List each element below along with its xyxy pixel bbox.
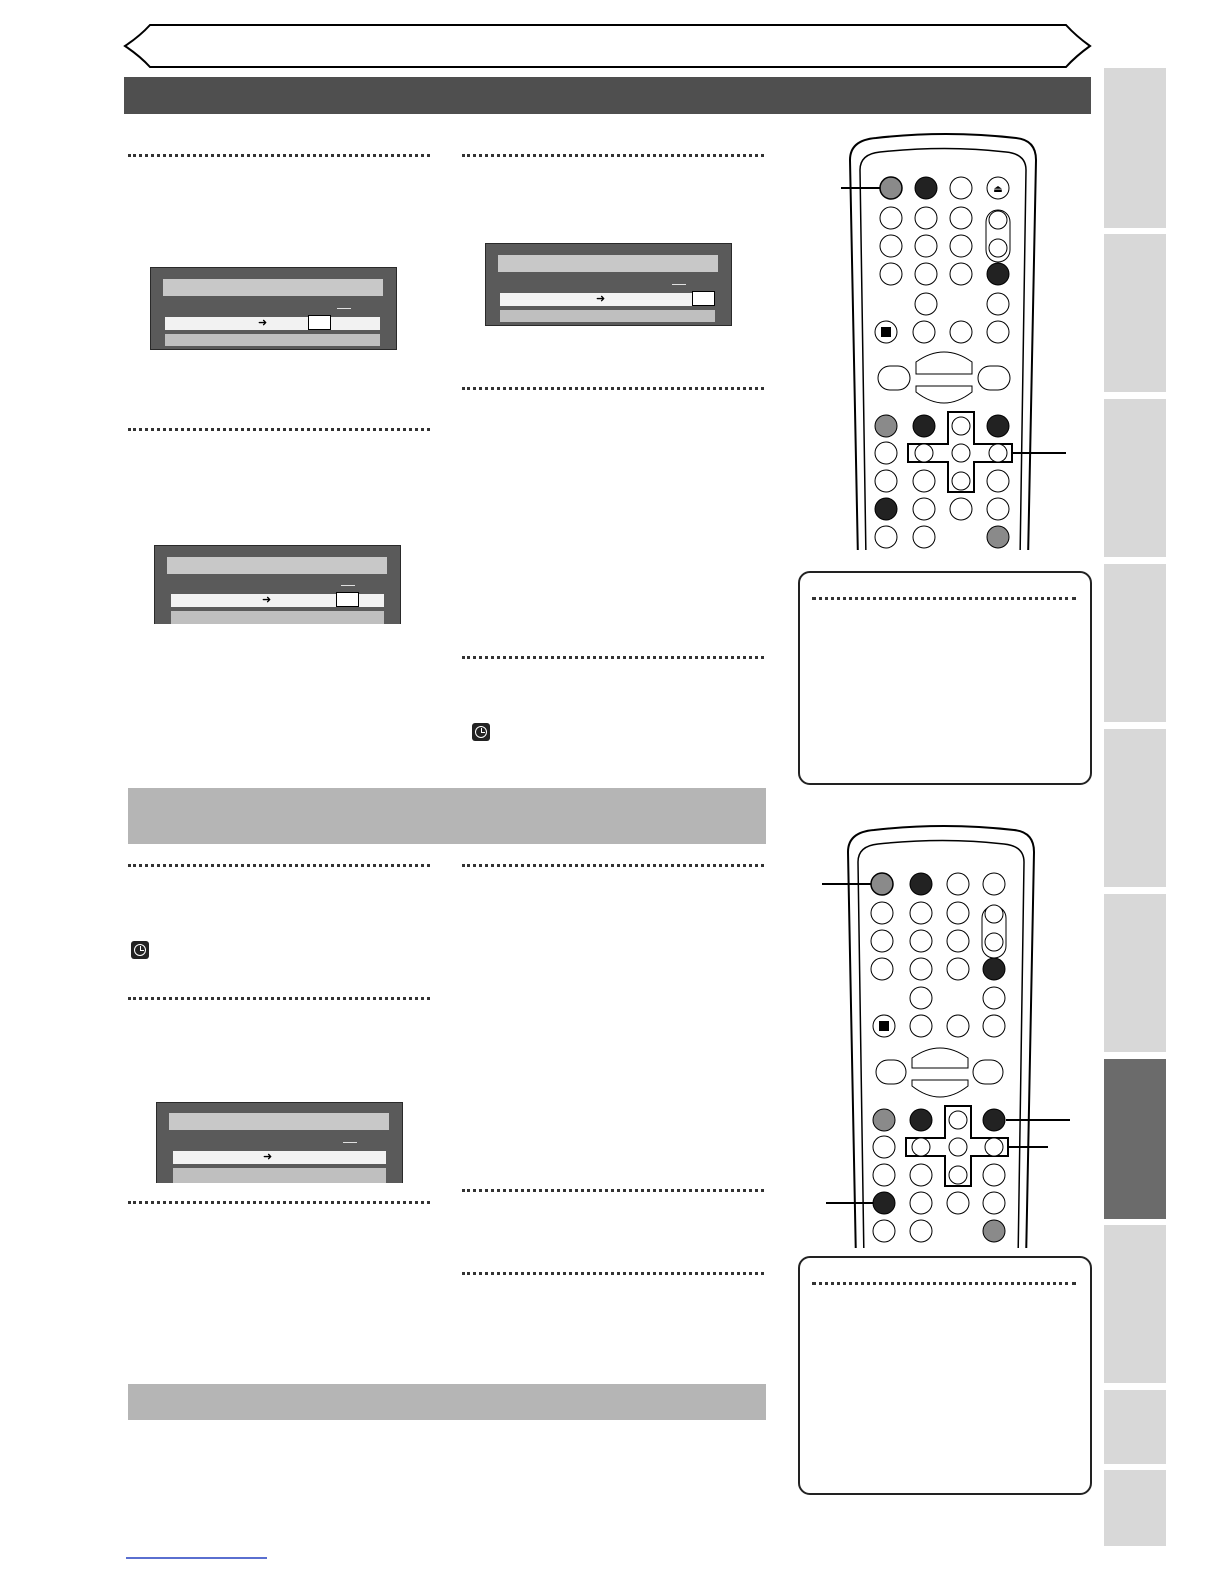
remote-button xyxy=(910,873,932,895)
header-banner-text xyxy=(160,30,1060,60)
osd-indicator xyxy=(337,308,351,309)
step-divider xyxy=(128,428,430,431)
pause-button xyxy=(983,1015,1005,1037)
chapter-tab-4[interactable] xyxy=(1104,564,1166,722)
osd-indicator xyxy=(343,1142,357,1143)
note-box xyxy=(798,571,1092,785)
step-divider xyxy=(462,154,764,157)
remote-button xyxy=(947,873,969,895)
rewind-button xyxy=(876,1060,906,1084)
pause-button xyxy=(987,321,1009,343)
chapter-tab-8[interactable] xyxy=(1104,1225,1166,1383)
left-button xyxy=(912,1138,930,1156)
right-button xyxy=(989,444,1007,462)
dvd-button xyxy=(950,321,972,343)
osd-menu-screen xyxy=(156,1102,403,1183)
remote-control xyxy=(836,130,1076,550)
dvd-button xyxy=(947,1015,969,1037)
chapter-tab-5[interactable] xyxy=(1104,729,1166,887)
enter-button xyxy=(949,1138,967,1156)
footer-link[interactable] xyxy=(126,1557,267,1559)
osd-title-bar xyxy=(163,279,383,296)
osd-menu-screen xyxy=(150,267,397,350)
step-divider xyxy=(462,1272,764,1275)
step-divider xyxy=(462,656,764,659)
up-button xyxy=(949,1111,967,1129)
step-divider xyxy=(128,1201,430,1204)
osd-title-bar xyxy=(498,255,718,272)
step-button xyxy=(983,987,1005,1009)
channel-down-button xyxy=(989,239,1007,257)
osd-value-box xyxy=(336,592,359,607)
note-divider xyxy=(812,1282,1076,1285)
remote-control xyxy=(818,822,1078,1248)
down-button xyxy=(949,1166,967,1184)
chapter-tab-6[interactable] xyxy=(1104,894,1166,1052)
step-divider xyxy=(128,154,430,157)
osd-indicator xyxy=(341,585,355,586)
chapter-tab-3[interactable] xyxy=(1104,399,1166,557)
chapter-tab-7-active[interactable] xyxy=(1104,1059,1166,1219)
right-arrow-icon: ➜ xyxy=(596,293,606,305)
vcr-button xyxy=(910,1015,932,1037)
channel-up-button xyxy=(985,905,1003,923)
step-divider xyxy=(462,864,764,867)
osd-row xyxy=(171,611,384,624)
fast-forward-button xyxy=(973,1060,1003,1084)
chapter-tab-2[interactable] xyxy=(1104,234,1166,392)
osd-menu-screen xyxy=(154,545,401,624)
up-button xyxy=(952,417,970,435)
osd-indicator xyxy=(672,284,686,285)
subsection-title-bar xyxy=(128,1384,766,1420)
channel-up-button xyxy=(989,211,1007,229)
eject-button xyxy=(983,873,1005,895)
osd-selected-row xyxy=(165,317,380,330)
remote-button xyxy=(950,177,972,199)
osd-row xyxy=(165,334,380,346)
osd-value-box xyxy=(692,291,715,306)
eject-icon: ⏏ xyxy=(993,184,1003,195)
right-arrow-icon: ➜ xyxy=(258,317,268,329)
chapter-tab-10[interactable] xyxy=(1104,1470,1166,1546)
clock-icon xyxy=(131,941,149,959)
step-divider xyxy=(128,997,430,1000)
fast-forward-button xyxy=(978,366,1010,390)
osd-menu-screen xyxy=(485,243,732,326)
clock-icon xyxy=(472,723,490,741)
enter-button xyxy=(952,444,970,462)
osd-title-bar xyxy=(167,557,387,574)
osd-title-bar xyxy=(169,1113,389,1130)
chapter-tab-1[interactable] xyxy=(1104,68,1166,228)
chapter-tab-9[interactable] xyxy=(1104,1390,1166,1464)
osd-selected-row xyxy=(173,1151,386,1164)
osd-row xyxy=(173,1168,386,1183)
note-box xyxy=(798,1256,1092,1495)
left-button xyxy=(915,444,933,462)
channel-down-button xyxy=(985,933,1003,951)
power-button xyxy=(880,177,902,199)
right-arrow-icon: ➜ xyxy=(262,594,272,606)
down-button xyxy=(952,472,970,490)
remote-button xyxy=(987,263,1009,285)
section-title-bar xyxy=(124,77,1091,114)
osd-selected-row xyxy=(500,293,715,306)
step-divider xyxy=(462,387,764,390)
step-divider xyxy=(128,864,430,867)
rewind-button xyxy=(878,366,910,390)
subsection-title-bar xyxy=(128,788,766,844)
remote-button xyxy=(915,177,937,199)
step-divider xyxy=(462,1189,764,1192)
osd-row xyxy=(500,310,715,322)
power-button xyxy=(871,873,893,895)
right-arrow-icon: ➜ xyxy=(263,1151,273,1163)
right-button xyxy=(985,1138,1003,1156)
osd-value-box xyxy=(308,315,331,330)
step-button xyxy=(987,293,1009,315)
vcr-button xyxy=(913,321,935,343)
note-divider xyxy=(812,597,1076,600)
remote-button xyxy=(983,958,1005,980)
